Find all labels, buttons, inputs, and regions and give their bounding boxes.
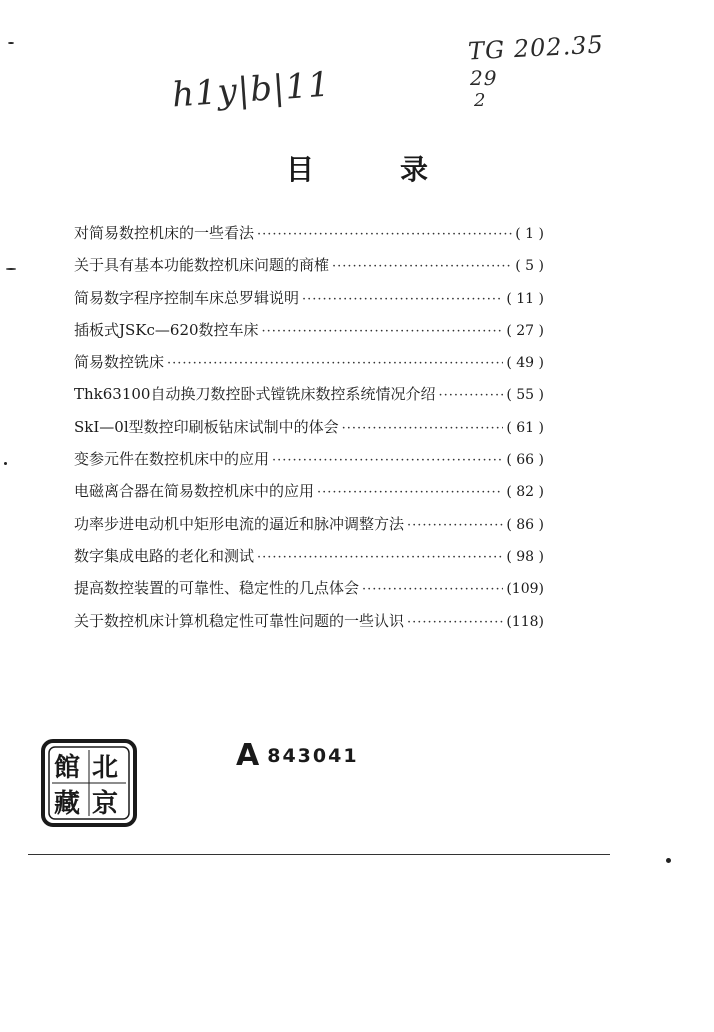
scan-speck — [8, 42, 14, 44]
leader-dots — [438, 388, 503, 403]
leader-dots — [317, 485, 503, 500]
toc-entry-title: 对简易数控机床的一些看法 — [74, 224, 255, 242]
stamp-text — [40, 738, 46, 739]
toc-entry-title: 变参元件在数控机床中的应用 — [74, 450, 270, 469]
toc-entry — [74, 351, 544, 383]
toc-entry-page: ( 82 ) — [506, 484, 544, 501]
accession-letter: A — [236, 738, 260, 773]
scan-speck — [4, 462, 7, 465]
toc-entry — [74, 610, 544, 642]
toc-entry-title: 关于具有基本功能数控机床问题的商榷 — [74, 256, 330, 275]
svg-text:館: 館 — [54, 753, 81, 783]
toc-entry — [74, 383, 544, 415]
svg-text:京: 京 — [92, 789, 119, 819]
toc-entry-title: 电磁离合器在简易数控机床中的应用 — [74, 482, 315, 501]
scan-speck — [666, 858, 671, 863]
toc-entry-page: ( 61 ) — [506, 419, 544, 436]
leader-dots — [342, 421, 504, 436]
toc-entry-title: 关于数控机床计算机稳定性可靠性问题的一些认识 — [74, 611, 405, 630]
toc-entry-page: ( 49 ) — [506, 355, 544, 372]
leader-dots — [257, 550, 503, 565]
toc-entry-title: SkI—0l型数控印刷板钻床试制中的体会 — [74, 417, 339, 436]
toc-entry — [74, 545, 544, 577]
library-seal-stamp — [40, 738, 138, 828]
toc-entry-page: ( 86 ) — [506, 516, 544, 533]
bottom-rule — [28, 854, 610, 855]
leader-dots — [407, 615, 503, 630]
leader-dots — [257, 227, 512, 242]
title-char-2: 录 — [400, 153, 429, 186]
handwritten-note-left: h1y|b|11 — [170, 64, 332, 116]
leader-dots — [262, 324, 504, 339]
seal-icon — [40, 738, 138, 828]
toc-entry — [74, 254, 544, 286]
leader-dots — [167, 356, 503, 371]
toc-entry-page: (118) — [506, 613, 544, 630]
toc-entry-page: ( 55 ) — [506, 387, 544, 404]
toc-entry-page: ( 98 ) — [506, 548, 544, 565]
leader-dots — [332, 259, 512, 274]
toc-entry — [74, 448, 544, 480]
page-title — [0, 148, 714, 188]
toc-entry — [74, 222, 544, 254]
toc-entry — [74, 319, 544, 351]
title-char-1: 目 — [285, 153, 314, 186]
toc-entry-title: 提高数控装置的可靠性、稳定性的几点体会 — [74, 579, 360, 598]
toc-entry — [74, 416, 544, 448]
leader-dots — [407, 518, 503, 533]
toc-entry — [74, 480, 544, 512]
accession-number — [236, 738, 359, 773]
toc-entry-page: ( 66 ) — [506, 452, 544, 469]
toc-entry-page: (109) — [506, 581, 544, 598]
toc-entry — [74, 577, 544, 609]
toc-entry-page: ( 1 ) — [515, 226, 544, 242]
toc-entry — [74, 513, 544, 545]
toc-entry-title: 简易数控铣床 — [74, 353, 165, 372]
toc-entry-title: Thk63100自动换刀数控卧式镗铣床数控系统情况介绍 — [74, 385, 436, 404]
leader-dots — [302, 292, 503, 307]
handwritten-call-number: TG 202.35 — [467, 30, 605, 66]
leader-dots — [362, 582, 503, 597]
toc-entry-title: 数字集成电路的老化和测试 — [74, 546, 255, 565]
toc-entry — [74, 287, 544, 319]
handwritten-number-small: 2 — [474, 90, 487, 111]
table-of-contents — [74, 222, 544, 642]
toc-entry-title: 简易数字程序控制车床总罗辑说明 — [74, 288, 300, 307]
toc-entry-page: ( 11 ) — [506, 290, 544, 307]
svg-text:北: 北 — [92, 753, 119, 783]
accession-digits: 843041 — [267, 744, 359, 767]
toc-entry-page: ( 27 ) — [506, 322, 544, 339]
leader-dots — [272, 453, 503, 468]
scan-speck — [6, 268, 16, 270]
toc-entry-title: 功率步进电动机中矩形电流的逼近和脉冲调整方法 — [74, 514, 405, 533]
handwritten-number: 29 — [470, 66, 498, 90]
svg-text:藏: 藏 — [54, 789, 81, 819]
toc-entry-title: 插板式JSKc—620数控车床 — [74, 320, 259, 339]
toc-entry-page: ( 5 ) — [515, 258, 544, 275]
